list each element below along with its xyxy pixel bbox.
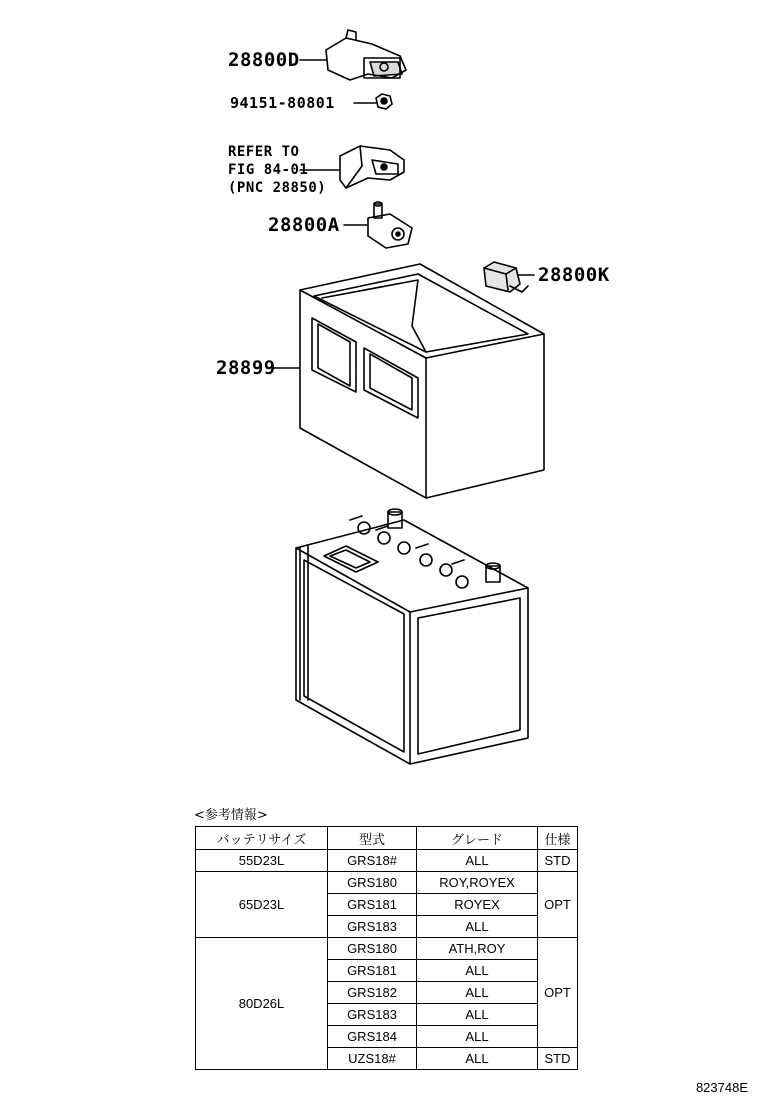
spec-cell: OPT — [538, 938, 578, 1048]
terminal-cover-28800d — [326, 30, 406, 80]
refer-line-1: REFER TO — [228, 144, 300, 160]
table-row — [196, 938, 578, 960]
model-cell: GRS18# — [328, 850, 417, 872]
label-28899: 28899 — [216, 357, 276, 379]
label-28800k: 28800K — [538, 264, 610, 286]
grade-cell: ALL — [417, 960, 538, 982]
model-cell: UZS18# — [328, 1048, 417, 1070]
model-cell: GRS181 — [328, 894, 417, 916]
grade-cell: ROY,ROYEX — [417, 872, 538, 894]
label-28800d: 28800D — [228, 49, 300, 71]
battery-size-cell: 55D23L — [196, 850, 328, 872]
refer-line-3: (PNC 28850) — [228, 180, 327, 196]
model-cell: GRS183 — [328, 916, 417, 938]
header-battery-size: バッテリサイズ — [196, 827, 328, 850]
refer-line-2: FIG 84-01 — [228, 162, 309, 178]
model-cell: GRS182 — [328, 982, 417, 1004]
header-spec: 仕様 — [538, 827, 578, 850]
terminal-cap-28800k — [484, 262, 528, 292]
grade-cell: ALL — [417, 916, 538, 938]
grade-cell: ALL — [417, 1048, 538, 1070]
grade-cell: ROYEX — [417, 894, 538, 916]
grade-cell: ATH,ROY — [417, 938, 538, 960]
spec-cell: STD — [538, 850, 578, 872]
table-header-row — [196, 827, 578, 850]
header-grade: グレード — [417, 827, 538, 850]
grade-cell: ALL — [417, 850, 538, 872]
header-model: 型式 — [328, 827, 417, 850]
illustration-code: 823748E — [695, 1080, 748, 1095]
spec-cell: OPT — [538, 872, 578, 938]
table-row — [196, 872, 578, 894]
battery — [296, 509, 528, 764]
model-cell: GRS181 — [328, 960, 417, 982]
model-cell: GRS184 — [328, 1026, 417, 1048]
label-28800a: 28800A — [268, 214, 340, 236]
grade-cell: ALL — [417, 1004, 538, 1026]
grade-cell: ALL — [417, 1026, 538, 1048]
model-cell: GRS183 — [328, 1004, 417, 1026]
model-cell: GRS180 — [328, 872, 417, 894]
label-94151-80801: 94151-80801 — [230, 94, 335, 112]
battery-size-cell: 65D23L — [196, 872, 328, 938]
terminal-clamp-28800a — [368, 202, 412, 248]
terminal-bracket — [340, 146, 404, 188]
battery-tray-28899 — [300, 264, 544, 498]
nut-94151 — [376, 94, 392, 109]
reference-title: <参考情報> — [194, 808, 268, 823]
grade-cell: ALL — [417, 982, 538, 1004]
table-row — [196, 850, 578, 872]
battery-size-cell: 80D26L — [196, 938, 328, 1070]
model-cell: GRS180 — [328, 938, 417, 960]
reference-table — [195, 826, 578, 1070]
spec-cell: STD — [538, 1048, 578, 1070]
